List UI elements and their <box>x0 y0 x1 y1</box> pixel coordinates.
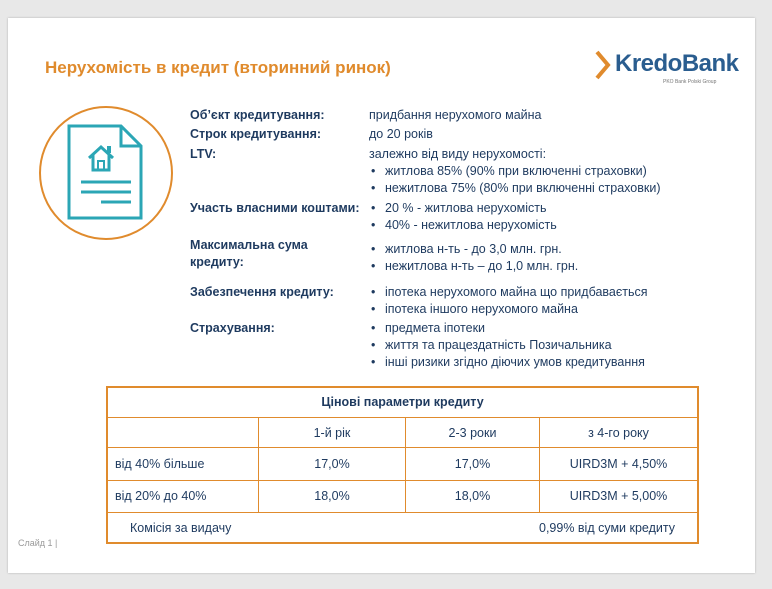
table-cell: UIRD3M + 5,00% <box>540 480 699 512</box>
header-cell: з 4-го року <box>540 417 699 447</box>
param-label-max-amount <box>190 237 308 271</box>
value-line: до 20 років <box>369 127 433 141</box>
slide <box>8 18 755 573</box>
param-value-own-funds <box>369 200 557 234</box>
label-line: кредиту: <box>190 255 244 269</box>
param-label-insurance: Страхування: <box>190 321 275 335</box>
bullet-item: • 40% - нежитлова нерухомість <box>369 217 557 234</box>
param-value-max-amount <box>369 241 578 275</box>
commission-value: 0,99% від суми кредиту <box>539 520 675 535</box>
bullet-item: • нежитлова н-ть – до 1,0 млн. грн. <box>369 258 578 275</box>
row-label: від 20% до 40% <box>107 480 259 512</box>
logo-subtitle: PKO Bank Polski Group <box>663 79 717 85</box>
param-value-insurance <box>369 320 645 371</box>
pricing-table-title: Цінові параметри кредиту <box>107 387 698 417</box>
param-value-object <box>369 107 542 124</box>
logo-name: KredoBank <box>615 50 739 77</box>
value-line: залежно від виду нерухомості: <box>369 147 547 161</box>
param-value-term <box>369 126 433 143</box>
table-cell: 17,0% <box>406 448 540 480</box>
table-cell: UIRD3M + 4,50% <box>540 448 699 480</box>
header-cell: 1-й рік <box>259 417 406 447</box>
param-label-object: Об’єкт кредитування: <box>190 108 325 122</box>
document-house-icon <box>55 122 155 222</box>
table-row <box>107 448 698 480</box>
table-cell: 17,0% <box>259 448 406 480</box>
table-cell: 18,0% <box>406 480 540 512</box>
param-label-collateral: Забезпечення кредиту: <box>190 285 334 299</box>
param-value-ltv <box>369 146 661 197</box>
row-label: від 40% більше <box>107 448 259 480</box>
bullet-item: • іпотека нерухомого майна що придбавається <box>369 284 648 301</box>
bullet-item: • 20 % - житлова нерухомість <box>369 200 557 217</box>
kredobank-logo <box>591 46 741 96</box>
header-cell <box>107 417 259 447</box>
slide-number: Слайд 1 | <box>18 538 58 548</box>
param-value-collateral <box>369 284 648 318</box>
commission-label: Комісія за видачу <box>130 520 232 535</box>
bullet-item: • предмета іпотеки <box>369 320 645 337</box>
param-label-term: Строк кредитування: <box>190 127 322 141</box>
value-line: придбання нерухомого майна <box>369 108 542 122</box>
commission-row <box>107 513 698 543</box>
bullet-item: • інші ризики згідно діючих умов кредитування <box>369 354 645 371</box>
param-label-own-funds: Участь власними коштами: <box>190 201 360 215</box>
slide-title: Нерухомість в кредит (вторинний ринок) <box>45 58 391 77</box>
pricing-table <box>106 386 699 544</box>
bullet-item: • житлова 85% (90% при включенні страховки) <box>369 163 661 180</box>
table-title-row <box>107 387 698 417</box>
bullet-item: • іпотека іншого нерухомого майна <box>369 301 648 318</box>
table-header-row <box>107 417 698 447</box>
table-row <box>107 480 698 512</box>
bullet-item: • нежитлова 75% (80% при включенні страховки) <box>369 180 661 197</box>
param-label-ltv: LTV: <box>190 147 217 161</box>
bullet-item: • житлова н-ть - до 3,0 млн. грн. <box>369 241 578 258</box>
header-cell: 2-3 роки <box>406 417 540 447</box>
bullet-item: • життя та працездатність Позичальника <box>369 337 645 354</box>
chevron-logo-icon <box>593 50 613 80</box>
commission-cell <box>107 513 698 543</box>
label-line: Максимальна сума <box>190 238 308 252</box>
table-cell: 18,0% <box>259 480 406 512</box>
